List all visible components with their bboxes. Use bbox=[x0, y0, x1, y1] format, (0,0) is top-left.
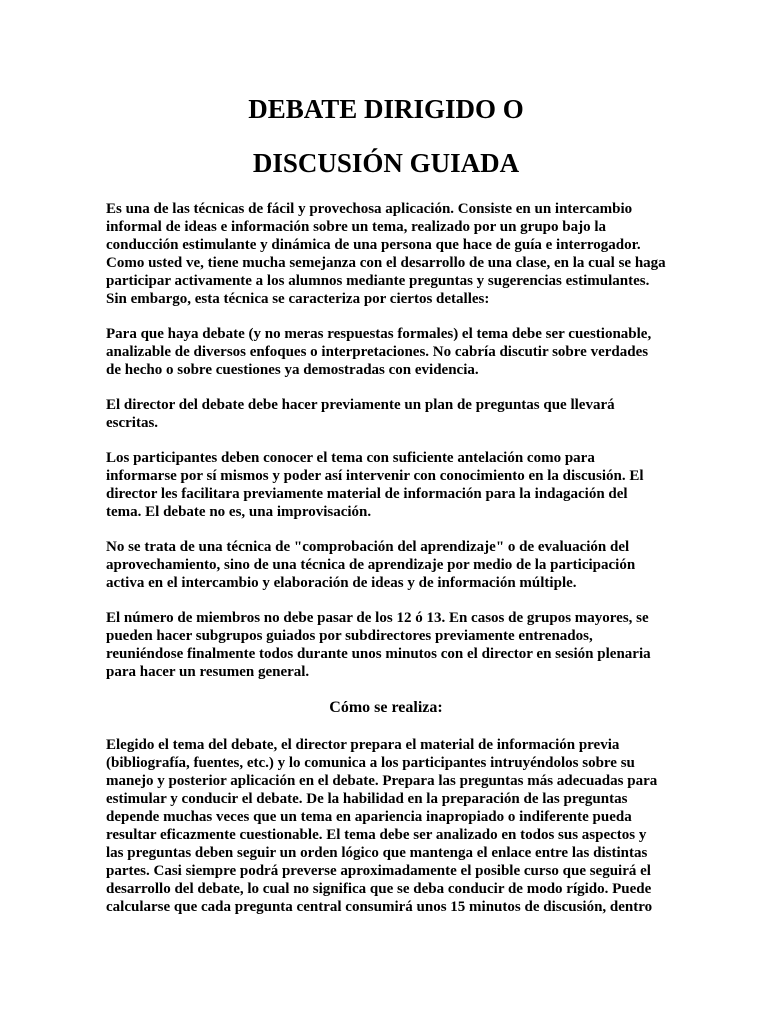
section-heading-como-se-realiza: Cómo se realiza: bbox=[329, 699, 443, 716]
page-title-line-2: DISCUSIÓN GUIADA bbox=[252, 148, 520, 178]
paragraph-participants: Los participantes deben conocer el tema con suficiente antelación como para informarse por sí mismos y poder así intervenir con conocimiento en la discusión. El director les facilitara previamente material de información para la indagación del tema. El debate no es, una improvisación. bbox=[106, 450, 644, 520]
paragraph-procedure: Elegido el tema del debate, el director prepara el material de información previa (bibliografía, fuentes, etc.) y lo comunica a los participantes intruyéndolos sobre su manejo y posterior aplicación en el debate. Prepara las preguntas más adecuadas para estimular y conducir el debate. De la habilidad en la preparación de las preguntas depende muchas veces que un tema en apariencia inapropiado o indiferente pueda resultar eficazmente cuestionable. El tema debe ser analizado en todos sus aspectos y las preguntas deben seguir un orden lógico que mantenga el enlace entre las distintas partes. Casi siempre podrá preverse aproximadamente el posible curso que seguirá el desarrollo del debate, lo cual no significa que se deba conducir de modo rígido. Puede calcularse que cada pregunta central consumirá unos 15 minutos de discusión, dentro bbox=[106, 737, 658, 915]
page-title-line-1: DEBATE DIRIGIDO O bbox=[248, 94, 524, 124]
paragraph-intro: Es una de las técnicas de fácil y provechosa aplicación. Consiste en un intercambio informal de ideas e información sobre un tema, realizado por un grupo bajo la conducción estimulante y dinámica de una persona que hace de guía e interrogador. Como usted ve, tiene mucha semejanza con el desarrollo de una clase, en la cual se haga participar activamente a los alumnos mediante preguntas y sugerencias estimulantes. Sin embargo, esta técnica se caracteriza por ciertos detalles: bbox=[106, 201, 666, 307]
paragraph-question-plan: El director del debate debe hacer previamente un plan de preguntas que llevará escritas. bbox=[106, 397, 615, 431]
paragraph-debate-condition: Para que haya debate (y no meras respuestas formales) el tema debe ser cuestionable, analizable de diversos enfoques o interpretaciones. No cabría discutir sobre verdades de hecho o sobre cuestiones ya demostradas con evidencia. bbox=[106, 326, 652, 378]
paragraph-technique-nature: No se trata de una técnica de "comprobación del aprendizaje" o de evaluación del aprovechamiento, sino de una técnica de aprendizaje por medio de la participación activa en el intercambio y elaboración de ideas y de información múltiple. bbox=[106, 539, 636, 591]
paragraph-group-size: El número de miembros no debe pasar de los 12 ó 13. En casos de grupos mayores, se pueden hacer subgrupos guiados por subdirectores previamente entrenados, reuniéndose finalmente todos durante unos minutos con el director en sesión plenaria para hacer un resumen general. bbox=[106, 610, 651, 680]
document-page bbox=[106, 92, 666, 933]
